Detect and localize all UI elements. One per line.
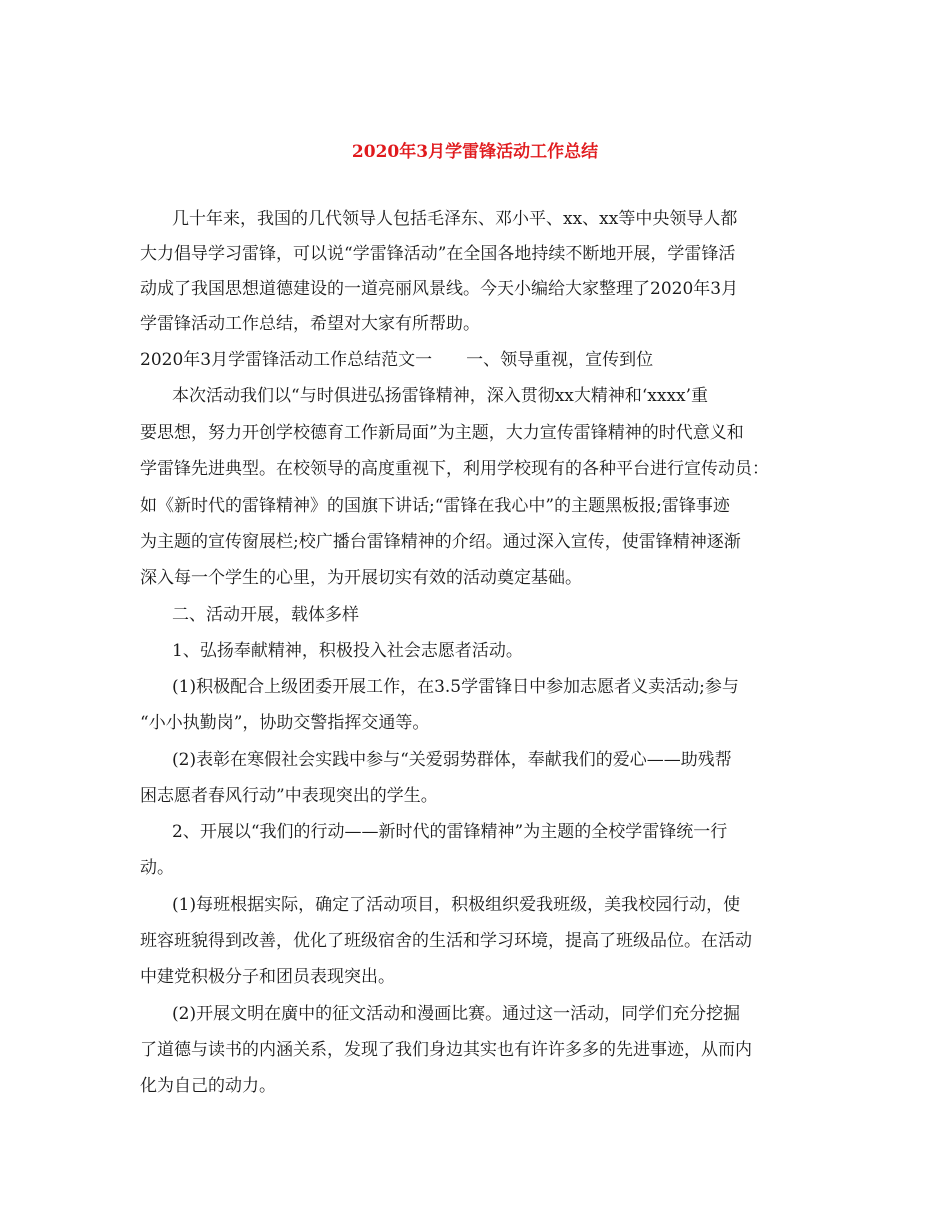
paragraph-line: 二、活动开展，载体多样 — [172, 605, 359, 625]
paragraph-line: 2020年3月学雷锋活动工作总结范文一 一、领导重视，宣传到位 — [140, 350, 654, 370]
paragraph-line: 几十年来，我国的几代领导人包括毛泽东、邓小平、xx、xx等中央领导人都 — [172, 209, 738, 229]
paragraph-line: 中建党积极分子和团员表现突出。 — [140, 967, 395, 987]
paragraph-line: 2、开展以“我们的行动——新时代的雷锋精神”为主题的全校学雷锋统一行 — [172, 822, 728, 842]
document-title: 2020年3月学雷锋活动工作总结 — [351, 142, 599, 162]
paragraph-line: 为主题的宣传窗展栏;校广播台雷锋精神的介绍。通过深入宣传，使雷锋精神逐渐 — [140, 532, 741, 552]
paragraph-line: 深入每一个学生的心里，为开展切实有效的活动奠定基础。 — [140, 568, 582, 588]
paragraph-line: 大力倡导学习雷锋，可以说“学雷锋活动”在全国各地持续不断地开展，学雷锋活 — [140, 244, 736, 264]
paragraph-line: (1)积极配合上级团委开展工作，在3.5学雷锋日中参加志愿者义卖活动;参与 — [172, 677, 739, 697]
paragraph-line: 如《新时代的雷锋精神》的国旗下讲话;“雷锋在我心中”的主题黑板报;雷锋事迹 — [140, 496, 730, 516]
paragraph-line: (2)表彰在寒假社会实践中参与“关爱弱势群体，奉献我们的爱心——助残帮 — [172, 750, 732, 770]
paragraph-line: 了道德与读书的内涵关系，发现了我们身边其实也有许许多多的先进事迹，从而内 — [140, 1040, 752, 1060]
paragraph-line: “小小执勤岗”，协助交警指挥交通等。 — [140, 713, 430, 733]
paragraph-line: 学雷锋先进典型。在校领导的高度重视下，利用学校现有的各种平台进行宣传动员： — [140, 459, 769, 479]
paragraph-line: 动成了我国思想道德建设的一道亮丽风景线。今天小编给大家整理了2020年3月 — [140, 279, 739, 299]
paragraph-line: 1、弘扬奉献精神，积极投入社会志愿者活动。 — [172, 641, 523, 661]
paragraph-line: (1)每班根据实际，确定了活动项目，积极组织爱我班级，美我校园行动，使 — [172, 895, 741, 915]
paragraph-line: 动。 — [140, 858, 174, 878]
paragraph-line: 学雷锋活动工作总结，希望对大家有所帮助。 — [140, 314, 480, 334]
paragraph-line: (2)开展文明在廣中的征文活动和漫画比赛。通过这一活动，同学们充分挖掘 — [172, 1004, 741, 1024]
paragraph-line: 要思想，努力开创学校德育工作新局面”为主题，大力宣传雷锋精神的时代意义和 — [140, 423, 744, 443]
paragraph-line: 化为自己的动力。 — [140, 1076, 276, 1096]
paragraph-line: 本次活动我们以“与时俱进弘扬雷锋精神，深入贯彻xx大精神和‘xxxx’重 — [172, 386, 709, 406]
paragraph-line: 班容班貌得到改善，优化了班级宿舍的生活和学习环境，提高了班级品位。在活动 — [140, 931, 752, 951]
paragraph-line: 困志愿者春风行动”中表现突出的学生。 — [140, 786, 438, 806]
